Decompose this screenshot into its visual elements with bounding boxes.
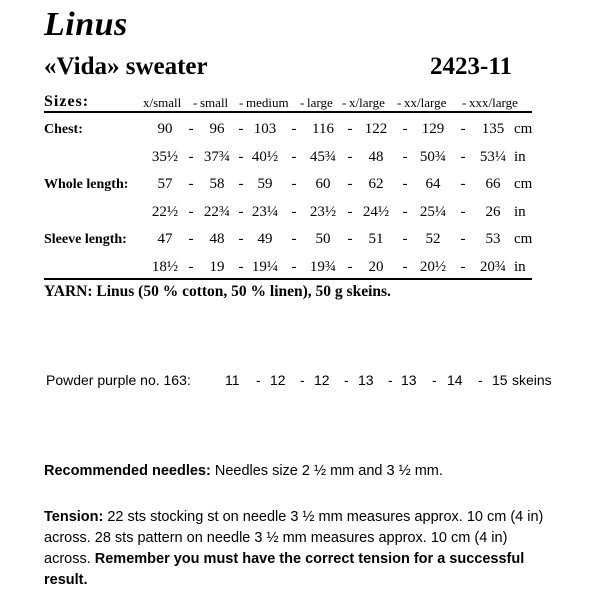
cell-separator: - bbox=[291, 204, 297, 220]
measurement-cell: 96 bbox=[209, 121, 225, 137]
cell-separator: - bbox=[402, 231, 408, 247]
measurement-cell: 135 bbox=[481, 121, 505, 137]
cell-separator: - bbox=[347, 204, 353, 220]
measurement-cell: 52 bbox=[425, 231, 441, 247]
size-column-header: xx/large bbox=[404, 95, 447, 110]
yarn-heading: YARN: Linus (50 % cotton, 50 % linen), 50 g skeins. bbox=[44, 283, 391, 300]
measurement-cell: 19¼ bbox=[251, 259, 279, 275]
cell-separator: - bbox=[460, 149, 466, 165]
skein-count: 13 bbox=[358, 372, 374, 388]
size-separator: - bbox=[193, 95, 198, 110]
measurement-cell: 23¼ bbox=[251, 204, 279, 220]
size-column-header: medium bbox=[246, 95, 289, 110]
cell-separator: - bbox=[188, 176, 194, 192]
cell-separator: - bbox=[460, 121, 466, 137]
size-separator: - bbox=[342, 95, 347, 110]
size-column-header: x/large bbox=[349, 95, 385, 110]
measurement-cell: 37¾ bbox=[203, 149, 231, 165]
needles-label: Recommended needles: bbox=[44, 463, 211, 479]
cell-separator: - bbox=[238, 149, 244, 165]
measurement-cell: 51 bbox=[368, 231, 384, 247]
table-top-rule bbox=[44, 111, 532, 113]
measurement-cell: 40½ bbox=[251, 149, 279, 165]
tension-label: Tension: bbox=[44, 509, 104, 525]
measurement-cell: 60 bbox=[315, 176, 331, 192]
pattern-code: 2423-11 bbox=[430, 53, 512, 80]
measurement-cell: 129 bbox=[421, 121, 445, 137]
measurement-cell: 57 bbox=[157, 176, 173, 192]
measurement-cell: 50 bbox=[315, 231, 331, 247]
measurement-cell: 53 bbox=[485, 231, 501, 247]
size-separator: - bbox=[300, 95, 305, 110]
cell-separator: - bbox=[347, 149, 353, 165]
skein-separator: - bbox=[300, 372, 305, 388]
size-column-header: x/small bbox=[143, 95, 182, 110]
measurement-cell: 90 bbox=[157, 121, 173, 137]
cell-separator: - bbox=[402, 204, 408, 220]
measurement-label: Chest: bbox=[44, 122, 83, 137]
measurement-cell: 62 bbox=[368, 176, 384, 192]
cell-separator: - bbox=[460, 259, 466, 275]
sizes-label: Sizes: bbox=[44, 93, 90, 110]
measurement-cell: 20½ bbox=[419, 259, 447, 275]
unit-label: cm bbox=[514, 176, 533, 192]
size-column-header: small bbox=[200, 95, 229, 110]
skein-count: 12 bbox=[314, 372, 330, 388]
tension-text: 22 sts stocking st on needle 3 ½ mm measures approx. 10 cm (4 in) across. 28 sts pattern on needle 3 ½ mm measures approx. 10 cm (4 in) across. bbox=[44, 509, 544, 567]
brand-title: Linus bbox=[44, 6, 128, 43]
cell-separator: - bbox=[188, 231, 194, 247]
measurement-cell: 58 bbox=[209, 176, 225, 192]
skein-count: 12 bbox=[270, 372, 286, 388]
tension-paragraph bbox=[44, 507, 544, 591]
size-separator: - bbox=[239, 95, 244, 110]
size-column-header: xxx/large bbox=[469, 95, 518, 110]
cell-separator: - bbox=[460, 231, 466, 247]
cell-separator: - bbox=[402, 121, 408, 137]
measurement-cell: 59 bbox=[257, 176, 273, 192]
skein-separator: - bbox=[344, 372, 349, 388]
skein-unit: skeins bbox=[512, 372, 552, 388]
skein-separator: - bbox=[478, 372, 483, 388]
measurement-cell: 64 bbox=[425, 176, 441, 192]
cell-separator: - bbox=[238, 121, 244, 137]
measurement-cell: 116 bbox=[312, 121, 334, 137]
cell-separator: - bbox=[188, 259, 194, 275]
cell-separator: - bbox=[460, 204, 466, 220]
measurement-cell: 24½ bbox=[362, 204, 390, 220]
measurement-cell: 19¾ bbox=[309, 259, 337, 275]
measurement-cell: 103 bbox=[253, 121, 277, 137]
skein-count: 15 bbox=[492, 372, 508, 388]
measurement-cell: 22¾ bbox=[203, 204, 231, 220]
unit-label: cm bbox=[514, 231, 533, 247]
size-column-header: large bbox=[307, 95, 333, 110]
measurement-cell: 66 bbox=[485, 176, 501, 192]
cell-separator: - bbox=[402, 259, 408, 275]
measurement-cell: 47 bbox=[157, 231, 173, 247]
measurement-cell: 26 bbox=[485, 204, 501, 220]
cell-separator: - bbox=[238, 176, 244, 192]
measurement-cell: 25¼ bbox=[419, 204, 447, 220]
cell-separator: - bbox=[291, 121, 297, 137]
skein-separator: - bbox=[256, 372, 261, 388]
cell-separator: - bbox=[291, 176, 297, 192]
cell-separator: - bbox=[291, 259, 297, 275]
measurement-cell: 20 bbox=[368, 259, 384, 275]
needles-text: Needles size 2 ½ mm and 3 ½ mm. bbox=[210, 463, 443, 479]
cell-separator: - bbox=[238, 204, 244, 220]
unit-label: cm bbox=[514, 121, 533, 137]
cell-separator: - bbox=[188, 121, 194, 137]
color-label: Powder purple no. 163: bbox=[46, 372, 191, 388]
cell-separator: - bbox=[238, 231, 244, 247]
cell-separator: - bbox=[347, 259, 353, 275]
skein-count: 14 bbox=[447, 372, 463, 388]
skein-count: 11 bbox=[225, 372, 240, 388]
tension-emphasis: Remember you must have the correct tension for a successful result. bbox=[44, 551, 525, 588]
skein-separator: - bbox=[432, 372, 437, 388]
needles-paragraph bbox=[44, 461, 544, 482]
cell-separator: - bbox=[347, 121, 353, 137]
size-separator: - bbox=[397, 95, 402, 110]
unit-label: in bbox=[514, 204, 526, 220]
cell-separator: - bbox=[238, 259, 244, 275]
measurement-cell: 20¾ bbox=[479, 259, 507, 275]
measurement-cell: 50¾ bbox=[419, 149, 447, 165]
cell-separator: - bbox=[347, 176, 353, 192]
unit-label: in bbox=[514, 149, 526, 165]
skein-count: 13 bbox=[401, 372, 417, 388]
size-separator: - bbox=[462, 95, 467, 110]
cell-separator: - bbox=[291, 231, 297, 247]
unit-label: in bbox=[514, 259, 526, 275]
measurement-label: Whole length: bbox=[44, 177, 129, 192]
measurement-cell: 53¼ bbox=[479, 149, 507, 165]
table-bottom-rule bbox=[44, 278, 532, 280]
measurement-cell: 22½ bbox=[151, 204, 179, 220]
cell-separator: - bbox=[402, 176, 408, 192]
measurement-cell: 35½ bbox=[151, 149, 179, 165]
measurement-label: Sleeve length: bbox=[44, 232, 127, 247]
measurement-cell: 122 bbox=[364, 121, 388, 137]
measurement-cell: 23½ bbox=[309, 204, 337, 220]
skein-separator: - bbox=[388, 372, 393, 388]
measurement-cell: 49 bbox=[257, 231, 273, 247]
measurement-cell: 45¾ bbox=[309, 149, 337, 165]
measurement-cell: 48 bbox=[209, 231, 225, 247]
cell-separator: - bbox=[188, 149, 194, 165]
cell-separator: - bbox=[188, 204, 194, 220]
measurement-cell: 18½ bbox=[151, 259, 179, 275]
cell-separator: - bbox=[347, 231, 353, 247]
pattern-title: «Vida» sweater bbox=[44, 53, 208, 80]
cell-separator: - bbox=[291, 149, 297, 165]
cell-separator: - bbox=[460, 176, 466, 192]
measurement-cell: 48 bbox=[368, 149, 384, 165]
cell-separator: - bbox=[402, 149, 408, 165]
measurement-cell: 19 bbox=[209, 259, 225, 275]
